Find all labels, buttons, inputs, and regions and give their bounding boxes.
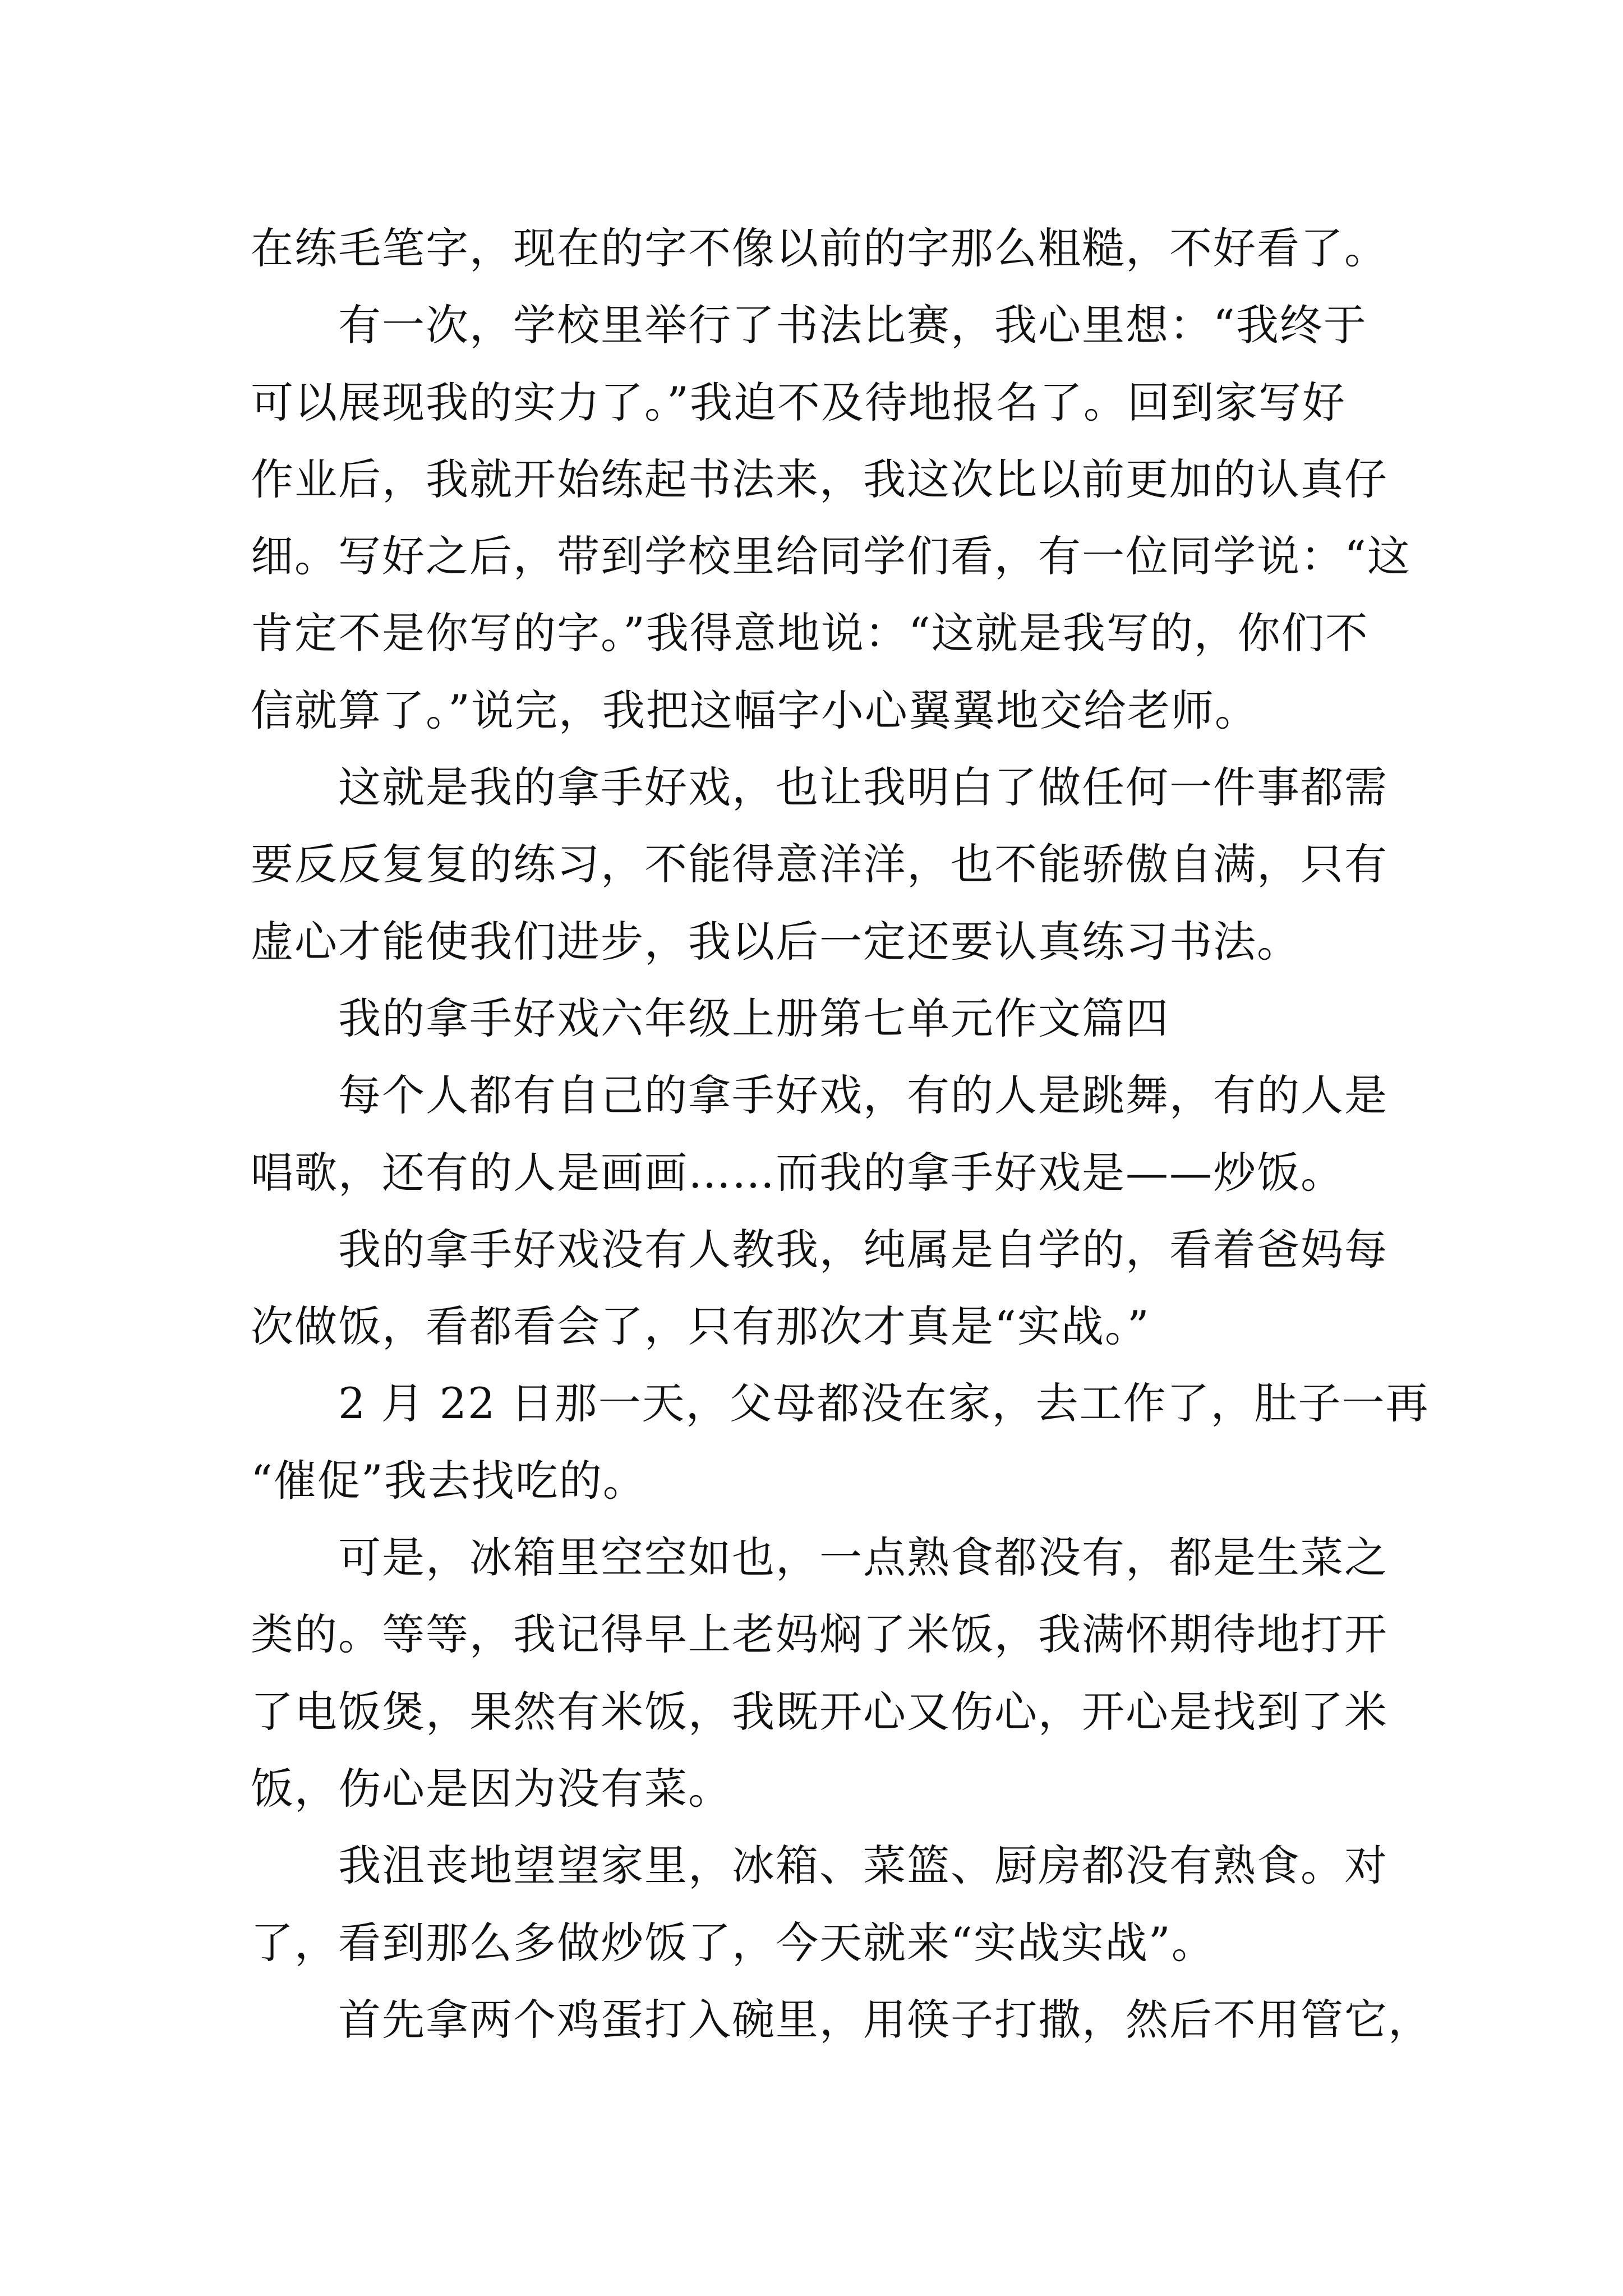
text-line: 每个人都有自己的拿手好戏，有的人是跳舞，有的人是 [338, 1070, 1388, 1121]
text-line: 类的。等等，我记得早上老妈焖了米饭，我满怀期待地打开 [251, 1609, 1388, 1660]
text-line: 了，看到那么多做炒饭了，今天就来“实战实战”。 [251, 1917, 1215, 1968]
text-line: 要反反复复的练习，不能得意洋洋，也不能骄傲自满，只有 [251, 839, 1388, 890]
section-heading: 我的拿手好戏六年级上册第七单元作文篇四 [338, 993, 1169, 1043]
text-line: 次做饭，看都看会了，只有那次才真是“实战。” [251, 1301, 1150, 1352]
text-line: 信就算了。”说完，我把这幅字小心翼翼地交给老师。 [251, 685, 1258, 735]
text-line: 唱歌，还有的人是画画……而我的拿手好戏是——炒饭。 [251, 1147, 1344, 1198]
text-line: 在练毛笔字，现在的字不像以前的字那么粗糙，不好看了。 [251, 223, 1388, 273]
text-line: 饭，伤心是因为没有菜。 [251, 1763, 732, 1814]
text-line: 虚心才能使我们进步，我以后一定还要认真练习书法。 [251, 916, 1301, 967]
text-line: 我沮丧地望望家里，冰箱、菜篮、厨房都没有熟食。对 [338, 1841, 1388, 1891]
text-line: 作业后，我就开始练起书法来，我这次比以前更加的认真仔 [251, 454, 1388, 504]
text-line: 可以展现我的实力了。”我迫不及待地报名了。回到家写好 [251, 377, 1346, 427]
text-line: 这就是我的拿手好戏，也让我明白了做任何一件事都需 [338, 762, 1388, 813]
text-line: 首先拿两个鸡蛋打入碗里，用筷子打撒，然后不用管它， [338, 1994, 1432, 2045]
text-line: 有一次，学校里举行了书法比赛，我心里想：“我终于 [338, 300, 1367, 351]
text-line: 我的拿手好戏没有人教我，纯属是自学的，看着爸妈每 [338, 1224, 1388, 1274]
text-line: 可是，冰箱里空空如也，一点熟食都没有，都是生菜之 [338, 1533, 1388, 1583]
text-line: 肯定不是你写的字。”我得意地说：“这就是我写的，你们不 [251, 608, 1369, 659]
body-text [251, 210, 1432, 2058]
text-line: 2 月 22 日那一天，父母都没在家，去工作了，肚子一再 [338, 1378, 1430, 1429]
text-line: “催促”我去找吃的。 [251, 1455, 647, 1506]
text-line: 了电饭煲，果然有米饭，我既开心又伤心，开心是找到了米 [251, 1686, 1388, 1737]
text-line: 细。写好之后，带到学校里给同学们看，有一位同学说：“这 [251, 531, 1411, 582]
